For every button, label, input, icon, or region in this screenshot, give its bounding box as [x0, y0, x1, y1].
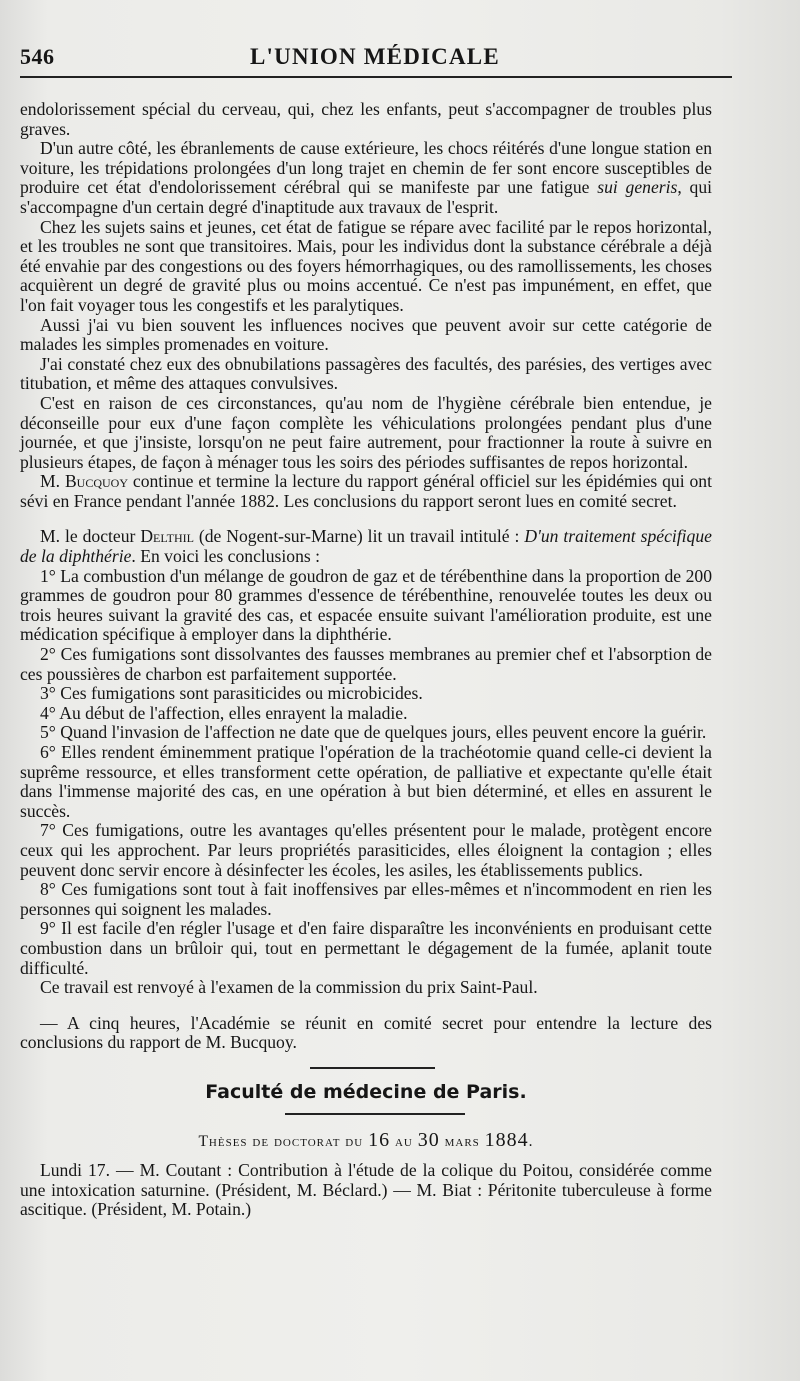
- author-name: Delthil: [140, 526, 194, 547]
- page-header: [20, 38, 712, 78]
- paragraph: Aussi j'ai vu bien souvent les influences nocives que peuvent avoir sur cette catégorie de malades les simples promenades en voiture.: [20, 314, 712, 355]
- conclusion-item: 2° Ces fumigations sont dissolvantes des fausses membranes au premier chef et l'absorption de ces poussières de charbon est parfaitement supportée.: [20, 644, 712, 684]
- section-title: Faculté de médecine de Paris.: [205, 1080, 527, 1103]
- paragraph: C'est en raison de ces circonstances, qu'au nom de l'hygiène cérébrale bien entendue, je déconseille pour eux d'une façon complète les véhiculations prolongées pendant plus d'une journée, et que j'insiste, lorsqu'on ne peut faire autrement, pour fractionner la route à suivre en plusieurs étapes, de façon à ménager tous les soirs des périodes suffisantes de repos horizontal.: [20, 392, 712, 472]
- paragraph: M. le docteur Delthil (de Nogent-sur-Marne) lit un travail intitulé : D'un traitement spécifique de la diphthérie. En voici les conclusions :: [20, 526, 712, 567]
- conclusion-item: 4° Au début de l'affection, elles enrayent la maladie.: [40, 702, 408, 723]
- paragraph: endolorissement spécial du cerveau, qui, chez les enfants, peut s'accompagner de troubles plus graves.: [20, 99, 712, 139]
- conclusion-item: 5° Quand l'invasion de l'affection ne date que de quelques jours, elles peuvent encore la guérir.: [40, 722, 707, 743]
- section-divider: [285, 1113, 465, 1115]
- conclusion-item: 1° La combustion d'un mélange de goudron de gaz et de térébenthine dans la proportion de 200 grammes de goudron pour 80 grammes d'essence de térébenthine, renouvelée toutes les deux ou trois heures suivant la gravité des cas, et espacée ensuite suivant l'amélioration produite, est une médication spécifique à employer dans la diphthérie.: [20, 565, 712, 645]
- paragraph: — A cinq heures, l'Académie se réunit en comité secret pour entendre la lecture des conclusions du rapport de M. Bucquoy.: [20, 1012, 712, 1053]
- page-number: 546: [20, 44, 55, 69]
- conclusion-item: 8° Ces fumigations sont tout à fait inoffensives par elles-mêmes et n'incommodent en rien les personnes qui soignent les malades.: [20, 879, 712, 919]
- paragraph: Ce travail est renvoyé à l'examen de la commission du prix Saint-Paul.: [40, 977, 538, 998]
- conclusion-item: 7° Ces fumigations, outre les avantages qu'elles présentent pour le malade, protègent encore ceux qui les approchent. Par leurs propriétés parasiticides, elles éloignent la contagion ; elles peuvent donc servir encore à désinfecter les écoles, les asiles, les établissements publics.: [20, 820, 712, 880]
- paragraph: M. Bucquoy continue et termine la lecture du rapport général officiel sur les épidémies qui ont sévi en France pendant l'année 1882. Les conclusions du rapport seront lues en comité secret.: [20, 471, 712, 511]
- article-body: [20, 100, 712, 1220]
- italic-phrase: sui generis: [597, 177, 678, 198]
- paragraph: J'ai constaté chez eux des obnubilations passagères des facultés, des parésies, des vertiges avec titubation, et même des attaques convulsives.: [20, 353, 712, 394]
- theses-heading: Thèses de doctorat du 16 au 30 mars 1884.: [198, 1128, 534, 1151]
- running-title: L'UNION MÉDICALE: [250, 44, 500, 69]
- section-divider: [310, 1067, 435, 1069]
- header-rule: [20, 76, 732, 78]
- conclusion-item: 6° Elles rendent éminemment pratique l'opération de la trachéotomie quand celle-ci devient la suprême ressource, et elles transforment cette opération, de palliative et expectante qu'elle était dans l'immense majorité des cas, en une opération à but bien déterminé, et elles en assurent le succès.: [20, 742, 712, 821]
- conclusion-item: 9° Il est facile d'en régler l'usage et d'en faire disparaître les inconvénients en produisant cette combustion dans un brûloir qui, tout en permettant le dégagement de la fumée, aplanit toute difficulté.: [20, 918, 712, 978]
- paragraph: D'un autre côté, les ébranlements de cause extérieure, les chocs réitérés d'une longue station en voiture, les trépidations prolongées d'un long trajet en chemin de fer sont encore susceptibles de produire cet état d'endolorissement cérébral qui se manifeste par une fatigue sui generis, qui s'accompagne d'un certain degré d'inaptitude aux travaux de l'esprit.: [20, 138, 713, 217]
- paragraph: Chez les sujets sains et jeunes, cet état de fatigue se répare avec facilité par le repos horizontal, et les troubles ne sont que transitoires. Mais, pour les individus dont la substance cérébrale a déjà été envahie par des congestions ou des foyers hémorrhagiques, ou des ramollissements, les choses acquièrent un degré de gravité plus ou moins accentué. Ce n'est pas impunément, en effet, que l'on fait voyager tous les congestifs et les paralytiques.: [20, 216, 712, 315]
- conclusion-item: 3° Ces fumigations sont parasiticides ou microbicides.: [40, 683, 423, 704]
- work-title: D'un traitement spécifique de la diphthérie: [20, 526, 712, 567]
- author-name: Bucquoy: [64, 471, 129, 492]
- theses-entry: Lundi 17. — M. Coutant : Contribution à l'étude de la colique du Poitou, considérée comme une intoxication saturnine. (Président, M. Béclard.) — M. Biat : Péritonite tuberculeuse à forme ascitique. (Président, M. Potain.): [20, 1160, 712, 1220]
